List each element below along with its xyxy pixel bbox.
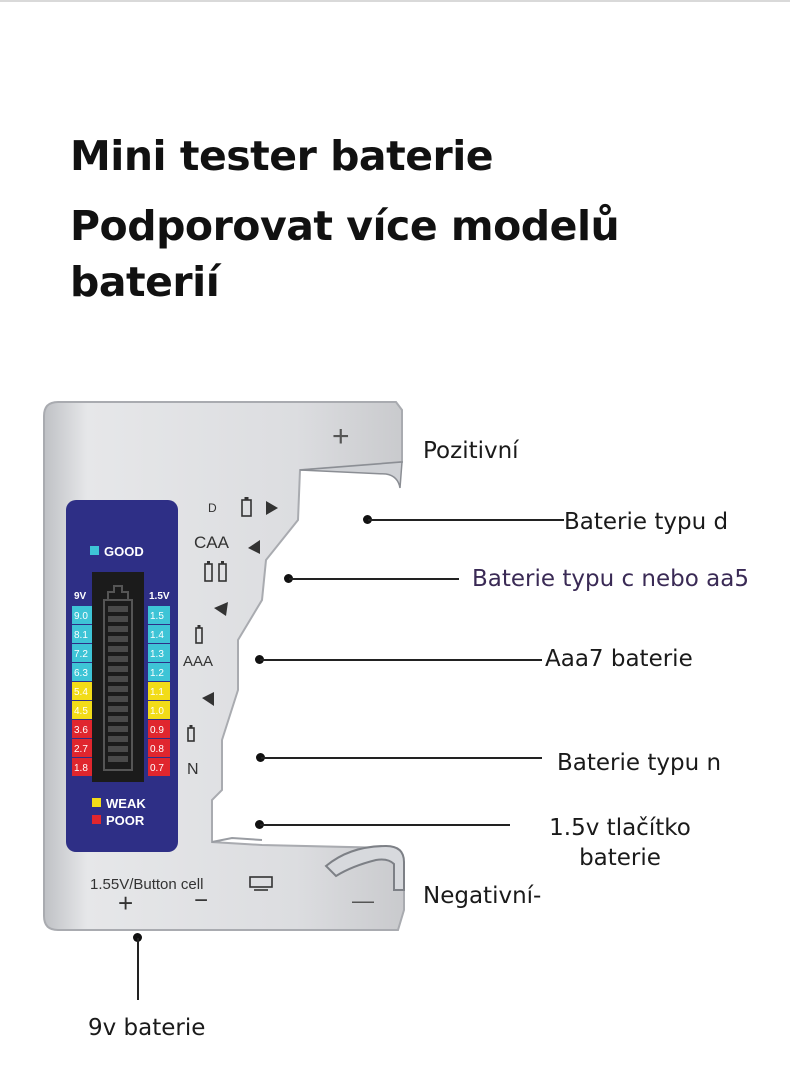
button-cell-label: 1.55V/Button cell [90,876,204,893]
lcd-bar [108,696,128,702]
lcd-bar [108,716,128,722]
col-9v-header: 9V [74,591,87,602]
scale-9v-value: 9.0 [74,611,88,622]
callout-button-line1: 1.5v tlačítko [549,815,691,841]
lcd-bar [108,726,128,732]
scale-9v-value: 2.7 [74,744,88,755]
pointer-line-n [261,757,542,759]
weak-label: WEAK [106,796,146,811]
lcd-bar [108,756,128,762]
lcd-bar [108,706,128,712]
pointer-line-9v [137,938,139,1000]
plus-top: + [332,420,350,453]
callout-typ-c-aa5: Baterie typu c nebo aa5 [472,566,749,592]
callout-typ-n: Baterie typu n [557,750,722,776]
pointer-line-c [289,578,459,580]
lcd-bar [108,676,128,682]
slot-caa-label: CAA [194,533,229,552]
poor-label: POOR [106,813,145,828]
scale-15v-value: 1.0 [150,706,164,717]
lcd-bar [108,626,128,632]
scale-15v-value: 1.2 [150,668,164,679]
callout-9v: 9v baterie [88,1015,206,1041]
heading-line-3: baterií [70,258,220,306]
lcd-bar [108,666,128,672]
callout-button-line2: baterie [579,845,661,871]
scale-15v [148,606,170,776]
scale-15v-value: 0.8 [150,744,164,755]
pointer-line-aaa [260,659,542,661]
lcd-bar [108,686,128,692]
scale-15v-value: 1.5 [150,611,164,622]
scale-9v-value: 1.8 [74,763,88,774]
pointer-line-button [260,824,510,826]
lcd-bar [108,616,128,622]
heading-line-2: Podporovat více modelů [70,202,620,250]
plus-bottom: + [118,888,134,918]
good-label: GOOD [104,544,144,559]
pointer-line-d [368,519,564,521]
battery-tester-illustration [0,380,520,950]
scale-9v-value: 5.4 [74,687,88,698]
slot-aaa-label: AAA [183,653,214,670]
scale-15v-value: 1.3 [150,649,164,660]
top-divider [0,0,790,2]
callout-pozitivni: Pozitivní [423,438,519,464]
scale-9v-value: 7.2 [74,649,88,660]
scale-15v-value: 0.7 [150,763,164,774]
callout-negativni: Negativní- [423,883,542,909]
callout-typ-d: Baterie typu d [564,509,729,535]
lcd-bar [108,746,128,752]
callout-button-cell [530,813,710,873]
lcd-bar [108,646,128,652]
scale-9v-value: 4.5 [74,706,88,717]
slot-d-label: D [208,501,217,515]
scale-15v-value: 1.1 [150,687,164,698]
scale-9v [72,606,94,776]
lcd-bar [108,736,128,742]
slot-n-label: N [187,761,199,778]
col-15v-header: 1.5V [149,591,170,602]
scale-9v-value: 8.1 [74,630,88,641]
minus-button-cell: − [194,887,209,914]
scale-9v-value: 3.6 [74,725,88,736]
heading-line-1: Mini tester baterie [70,132,494,180]
scale-15v-value: 0.9 [150,725,164,736]
minus-negative: — [352,888,374,913]
scale-9v-value: 6.3 [74,668,88,679]
lcd-bar [108,636,128,642]
callout-aaa7: Aaa7 baterie [545,646,693,672]
lcd-bar [108,656,128,662]
scale-15v-value: 1.4 [150,630,164,641]
lcd-bar [108,606,128,612]
